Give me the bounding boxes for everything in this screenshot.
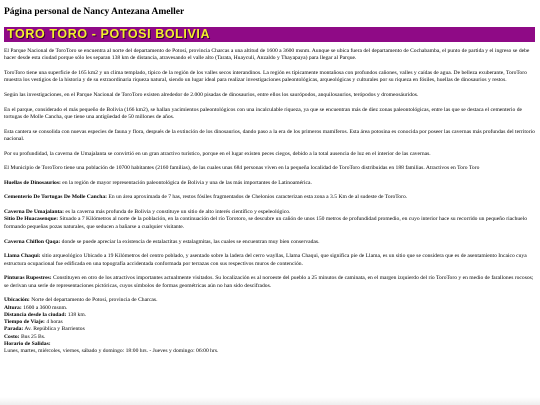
paragraph: El Municipio de ToroToro tiene una población de 10700 habitantes (2160 familias), de las cuales unas 684 personas viven en la pequeña localidad de ToroToro distribuidas en 188 familias. Atractivos en Toro Toro — [4, 165, 480, 172]
paragraph: El Parque Nacional de ToroToro se encuentra al norte del departamento de Potosí, provincia Charcas a una altitud de 1600 a 3600 msnm. Aunque se ubica fuera del departamento de Cochabamba, el punto de partida y el ingreso se debe hacer desde esta ciudad porque sólo les separan 138 km de distancia, atravesando el valle alto (Tarata, Huayculi, Anzaldo y Thayapaya) para llegar al Parque. — [4, 47, 530, 62]
attraction-turtle-cemetery — [4, 194, 536, 202]
attraction-label: Llama Chaqui: — [4, 253, 41, 260]
attraction-rock-paintings — [4, 275, 536, 290]
info-label: Parada: — [4, 326, 24, 333]
attraction-dinosaur-tracks — [4, 180, 536, 188]
attraction-label: Caverna Chiflon Qaqa: — [4, 238, 61, 245]
paragraph: Esta cantera se consolida con nuevas especies de fauna y flora, después de la extinción de los dinosaurios, dando paso a la era de los primeros mamíferos. Esta área potosina es conocida por poseer las cavernas más profundas del territorio nacional. — [4, 128, 535, 143]
travel-info — [4, 297, 536, 355]
attraction-text: En un área aproximada de 7 has, restos fósiles fragmentados de Chelonios caracterizan esta zona a 3.5 Km de al sudeste de ToroToro. — [107, 194, 408, 201]
info-travel-time — [4, 319, 536, 326]
info-value: Lunes, martes, miércoles, viernes, sábado y domingo: 18:00 hrs. - Jueves y domingo: 06:00 hrs. — [4, 348, 219, 355]
paragraph: Por su profundidad, la caverna de Umajalanta se convirtió en un gran atractivo turístico, porque en el lugar existen peces ciegos, debido a la total ausencia de luz en el interior de las cavernas. — [4, 150, 431, 157]
info-schedule — [4, 341, 536, 348]
info-value: Bus 25 Bs. — [19, 333, 46, 340]
paragraph: En el parque, considerado el más pequeño de Bolivia (166 km2), se hallan yacimientos paleontológicos con una incalculable riqueza, ya que se encuentran más de diez zonas paleontológicas, entre las que se destaca el cementerio de tortugas de Molle Cancha, que tiene una antigüedad de 50 millones de años. — [4, 106, 523, 121]
info-cost — [4, 334, 536, 341]
page-title: Página personal de Nancy Antezana Ameller — [4, 7, 185, 17]
info-value: Av. República y Barrientos — [23, 326, 85, 333]
attraction-label: Huellas de Dinosaurios: — [4, 179, 61, 186]
info-distance — [4, 312, 536, 319]
attraction-label: Cementerio De Tortugas De Molle Cancha: — [4, 194, 108, 201]
info-value: Norte del departamento de Potosí, provincia de Charcas. — [29, 297, 158, 304]
paragraph: ToroToro tiene una superficie de 165 km2 y un clima templado, típico de la región de los valles secos interandinos. La región es típicamente montañosa con profundos cañones, valles y caídas de agua. De belleza exuberante, ToroToro muestra los vestigios de la historia y de su extraordinaria riqueza natural, siendo un lugar ideal para realizar investigaciones paleontológicas, arqueológicas y culturales por su riqueza en fósiles, huellas de dinosaurios y restos. — [4, 69, 527, 84]
attraction-label: Sitio De Huacasenque: — [4, 216, 59, 223]
attraction-text: en la región de mayor representación paleontológica de Bolivia y una de las más importantes de Latinoamérica. — [60, 179, 312, 186]
info-altitude — [4, 305, 536, 312]
attraction-label: Pinturas Rupestres: — [4, 275, 52, 282]
attraction-huacasenque — [4, 216, 536, 231]
attraction-label: Caverna De Umajalanta: — [4, 208, 64, 215]
info-label: Altura: — [4, 304, 22, 311]
banner-title: TORO TORO - POTOSI BOLIVIA — [7, 26, 211, 41]
attraction-chiflon-qaqa — [4, 239, 536, 247]
info-stop — [4, 326, 536, 333]
attraction-llama-chaqui — [4, 253, 536, 268]
info-label: Horario de Salidas: — [4, 340, 51, 347]
attraction-text: sitio arqueológico Ubicado a 19 Kilómetros del centro poblado, y asentado sobre la ladera del cerro wayllas, Llama Chaqui, que significa pie de Llama, es un sitio que se considera que es de asentamiento Incaico cuya estructura ocupacional fue edificada en una topografía accidentada conformada por terrazas con sus respectivos muros de contención. — [4, 253, 527, 267]
info-label: Costo: — [4, 333, 20, 340]
info-label: Tiempo de Viaje: — [4, 319, 45, 326]
bottom-edge — [0, 397, 540, 405]
banner — [4, 27, 535, 42]
info-value: 138 km. — [66, 311, 87, 318]
paragraph: Según las investigaciones, en el Parque Nacional de ToroToro existen alrededor de 2.000 pisadas de dinosaurios, entre ellos los saurópodos, anquilosaurios, terópodos y dromeosáuridos. — [4, 92, 419, 98]
attraction-text: es la caverna más profunda de Bolivia y constituye un sitio de alto interés científico y espeleológico. — [63, 208, 291, 215]
info-value: 1600 a 3600 msnm. — [21, 304, 68, 311]
attraction-text: Situado a 7 Kilómetros al norte de la población, en la continuación del río Torotoro, se descubre un cañón de unos 150 metros de profundidad promedio, en cuyo interior hace su recorrido un pequeño riachuelo formando pequeñas pozas naturales, que seducen a bañarse a cualquier visitante. — [4, 216, 528, 231]
info-label: Distancia desde la ciudad: — [4, 311, 67, 318]
attraction-text: donde se puede apreciar la existencia de estalactitas y estalagmitas, las cuales se encuentran muy bien conservadas. — [60, 238, 320, 245]
info-value: 4 horas — [44, 319, 63, 326]
info-location — [4, 297, 536, 304]
info-schedule-detail — [4, 348, 536, 355]
info-label: Ubicación: — [4, 297, 30, 304]
attraction-text: Constituyen en otro de los atractivos importantes actualmente visitados. Su localización es al noroeste del pueblo a 25 minutos de caminata, en el margen izquierdo del río ToroToro y en medio de farallones rocosos; se derivan una serie de representaciones pictóricas, cuyos símbolos de formas geométricas aún no han sido descifrados. — [4, 275, 534, 289]
